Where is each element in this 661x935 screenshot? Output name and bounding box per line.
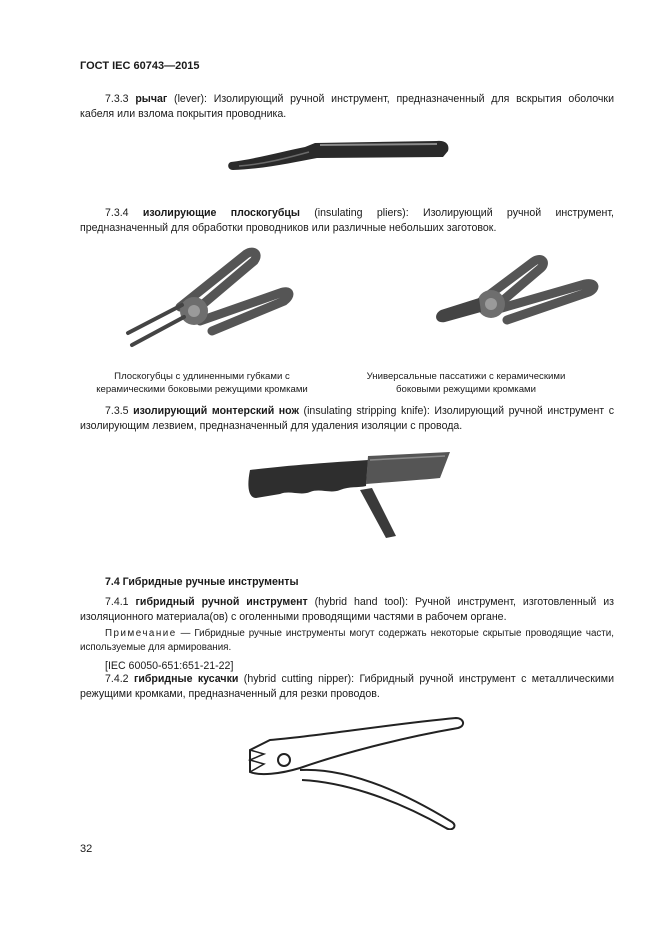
stripping-knife-illustration [240, 440, 455, 550]
section-number: 7.3.4 [105, 207, 129, 219]
term: изолирующие плоскогубцы [142, 207, 300, 219]
term: рычаг [135, 93, 168, 105]
term: изолирующий монтерский нож [133, 405, 299, 417]
term-english: (hybrid hand tool): [307, 596, 409, 608]
definition: Гибридный ручной инструмент с металлическими режущими кромками, предназначенный для резки проводов. [80, 673, 614, 700]
section-number: 7.4.1 [105, 596, 129, 608]
section-7-3-5 [80, 404, 614, 434]
definition: Ручной инструмент, изготовленный из изоляционного материала(ов) с оголенными проводящими частями в рабочем органе. [80, 596, 614, 623]
term-english: (lever): [167, 93, 208, 105]
page-number: 32 [80, 843, 93, 855]
reference: [IEC 60050-651:651-21-22] [105, 660, 234, 672]
cutting-nipper-illustration [240, 710, 470, 830]
note-label: Примечание [105, 628, 177, 639]
section-number: 7.3.5 [105, 405, 129, 417]
section-7-4-1 [80, 595, 614, 625]
section-7-3-4 [80, 206, 614, 236]
term: гибридные кусачки [133, 673, 239, 685]
definition: Изолирующий ручной инструмент с изолирующим лезвием, предназначенный для удаления изоляции с провода. [80, 405, 614, 432]
section-number: 7.3.3 [105, 93, 129, 105]
figure-caption-left: Плоскогубцы с удлиненными губками с керамическими боковыми режущими кромками [96, 371, 308, 395]
term-english: (hybrid cutting nipper): [238, 673, 355, 685]
definition: Изолирующий ручной инструмент, предназначенный для обработки проводников или различные небольших заготовок. [80, 207, 614, 234]
note [80, 627, 614, 655]
combination-pliers-illustration [425, 250, 605, 335]
figure-caption-right: Универсальные пассатижи с керамическими боковыми режущими кромками [366, 371, 566, 395]
section-7-4-2 [80, 672, 614, 702]
section-heading-7-4: 7.4 Гибридные ручные инструменты [105, 576, 299, 588]
lever-illustration [225, 135, 455, 180]
section-7-3-3 [80, 92, 614, 122]
document-header: ГОСТ IEC 60743—2015 [80, 60, 200, 72]
term: гибридный ручной инструмент [135, 596, 308, 608]
note-text: — Гибридные ручные инструменты могут содержать некоторые скрытые проводящие части, используемые для армирования. [80, 628, 614, 653]
term-english: (insulating pliers): [299, 207, 409, 219]
long-nose-pliers-illustration [120, 245, 300, 360]
section-number: 7.4.2 [105, 673, 129, 685]
term-english: (insulating stripping knife): [299, 405, 430, 417]
definition: Изолирующий ручной инструмент, предназначенный для вскрытия оболочки кабеля или взлома покрытия проводника. [80, 93, 614, 120]
